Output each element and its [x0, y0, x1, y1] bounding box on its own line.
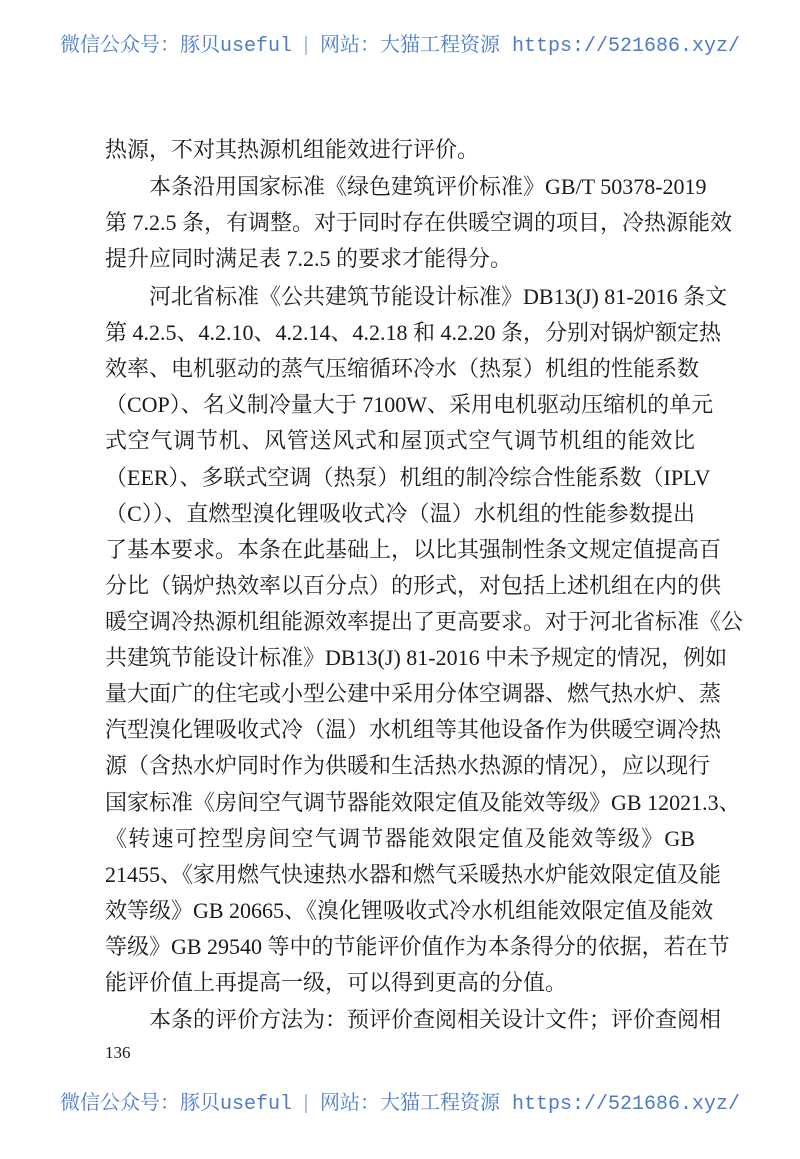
- text-line: 21455、《家用燃气快速热水器和燃气采暖热水炉能效限定值及能: [105, 862, 722, 887]
- text-line: 式空气调节机、风管送风式和屋顶式空气调节机组的能效比: [105, 428, 695, 453]
- text-line: 暖空调冷热源机组能源效率提出了更高要求。对于河北省标准《公: [105, 609, 744, 634]
- page-number: 136: [105, 1043, 131, 1062]
- text-line: 第 7.2.5 条，有调整。对于同时存在供暖空调的项目，冷热源能效: [105, 210, 733, 235]
- text-line: 汽型溴化锂吸收式冷（温）水机组等其他设备作为供暖空调冷热: [105, 717, 722, 742]
- text-line: 量大面广的住宅或小型公建中采用分体空调器、燃气热水炉、蒸: [105, 681, 722, 706]
- text-line: 源（含热水炉同时作为供暖和生活热水热源的情况），应以现行: [105, 753, 711, 778]
- text-line: 能评价值上再提高一级，可以得到更高的分值。: [105, 970, 568, 995]
- text-line: 分比（锅炉热效率以百分点）的形式，对包括上述机组在内的供: [105, 573, 722, 598]
- text-line: （COP）、名义制冷量大于 7100W、采用电机驱动压缩机的单元: [105, 392, 714, 417]
- text-line: 等级》GB 29540 等中的节能评价值作为本条得分的依据，若在节: [105, 934, 730, 959]
- text-line: 本条的评价方法为：预评价查阅相关设计文件；评价查阅相: [149, 1007, 722, 1032]
- watermark-footer: [0, 1086, 800, 1116]
- text-line: 热源，不对其热源机组能效进行评价。: [105, 137, 480, 162]
- text-line: 《转速可控型房间空气调节器能效限定值及能效等级》GB: [105, 826, 695, 851]
- watermark-wechat: 微信公众号：豚贝useful: [59, 1093, 292, 1116]
- text-line: 提升应同时满足表 7.2.5 的要求才能得分。: [105, 246, 513, 271]
- text-line: 国家标准《房间空气调节器能效限定值及能效等级》GB 12021.3、: [105, 790, 741, 815]
- text-line: 本条沿用国家标准《绿色建筑评价标准》GB/T 50378-2019: [149, 174, 707, 199]
- text-line: 第 4.2.5、4.2.10、4.2.14、4.2.18 和 4.2.20 条，分别对锅炉额定热: [105, 320, 722, 345]
- text-line: 了基本要求。本条在此基础上，以比其强制性条文规定值提高百: [105, 537, 722, 562]
- watermark-separator: |: [299, 35, 312, 58]
- text-line: 河北省标准《公共建筑节能设计标准》DB13(J) 81-2016 条文: [149, 284, 728, 309]
- watermark-wechat: 微信公众号：豚贝useful: [59, 35, 292, 58]
- text-line: （EER）、多联式空调（热泵）机组的制冷综合性能系数（IPLV: [105, 465, 711, 490]
- watermark-website: 网站：大猫工程资源 https://521686.xyz/: [319, 1093, 741, 1116]
- text-line: 共建筑节能设计标准》DB13(J) 81-2016 中未予规定的情况，例如: [105, 645, 728, 670]
- watermark-separator: |: [299, 1093, 312, 1116]
- watermark-website: 网站：大猫工程资源 https://521686.xyz/: [319, 35, 741, 58]
- text-line: （C））、直燃型溴化锂吸收式冷（温）水机组的性能参数提出: [105, 501, 695, 526]
- watermark-header: [0, 28, 800, 58]
- text-line: 效率、电机驱动的蒸气压缩循环冷水（热泵）机组的性能系数: [105, 356, 700, 381]
- text-line: 效等级》GB 20665、《溴化锂吸收式冷水机组能效限定值及能效: [105, 898, 714, 923]
